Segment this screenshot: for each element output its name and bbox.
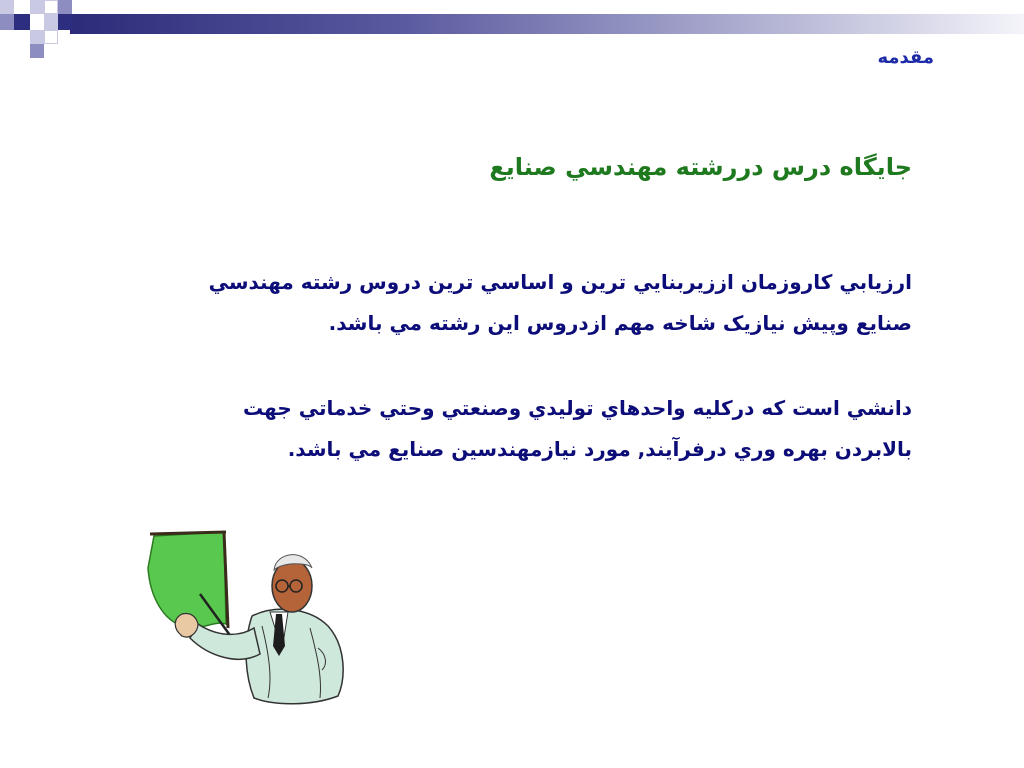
body-paragraph: ارزيابي کاروزمان اززيربنايي ترين و اساسي ترين دروس رشته مهندسي صنايع وپيش نيازيک شاخه مهم ازدروس اين رشته مي باشد. bbox=[208, 270, 912, 335]
header-square bbox=[30, 30, 44, 44]
header-square bbox=[14, 14, 30, 30]
header-square bbox=[0, 0, 14, 14]
header-square bbox=[44, 30, 58, 44]
header-square bbox=[30, 44, 44, 58]
header-square bbox=[58, 0, 72, 14]
section-title: مقدمه bbox=[877, 47, 934, 68]
header-square bbox=[44, 0, 58, 14]
body-paragraph: دانشي است که درکليه واحدهاي توليدي وصنعتي وحتي خدماتي جهت بالابردن بهره وري درفرآيند, مورد نيازمهندسين صنايع مي باشد. bbox=[242, 396, 912, 461]
header-square bbox=[44, 14, 58, 30]
header-square bbox=[0, 14, 14, 30]
header-square bbox=[58, 14, 72, 30]
header-square bbox=[30, 0, 44, 14]
slide-heading: جايگاه درس دررشته مهندسي صنايع bbox=[489, 153, 912, 181]
teacher-pointing-board-icon bbox=[142, 528, 350, 708]
header-gradient-band bbox=[70, 14, 1024, 34]
